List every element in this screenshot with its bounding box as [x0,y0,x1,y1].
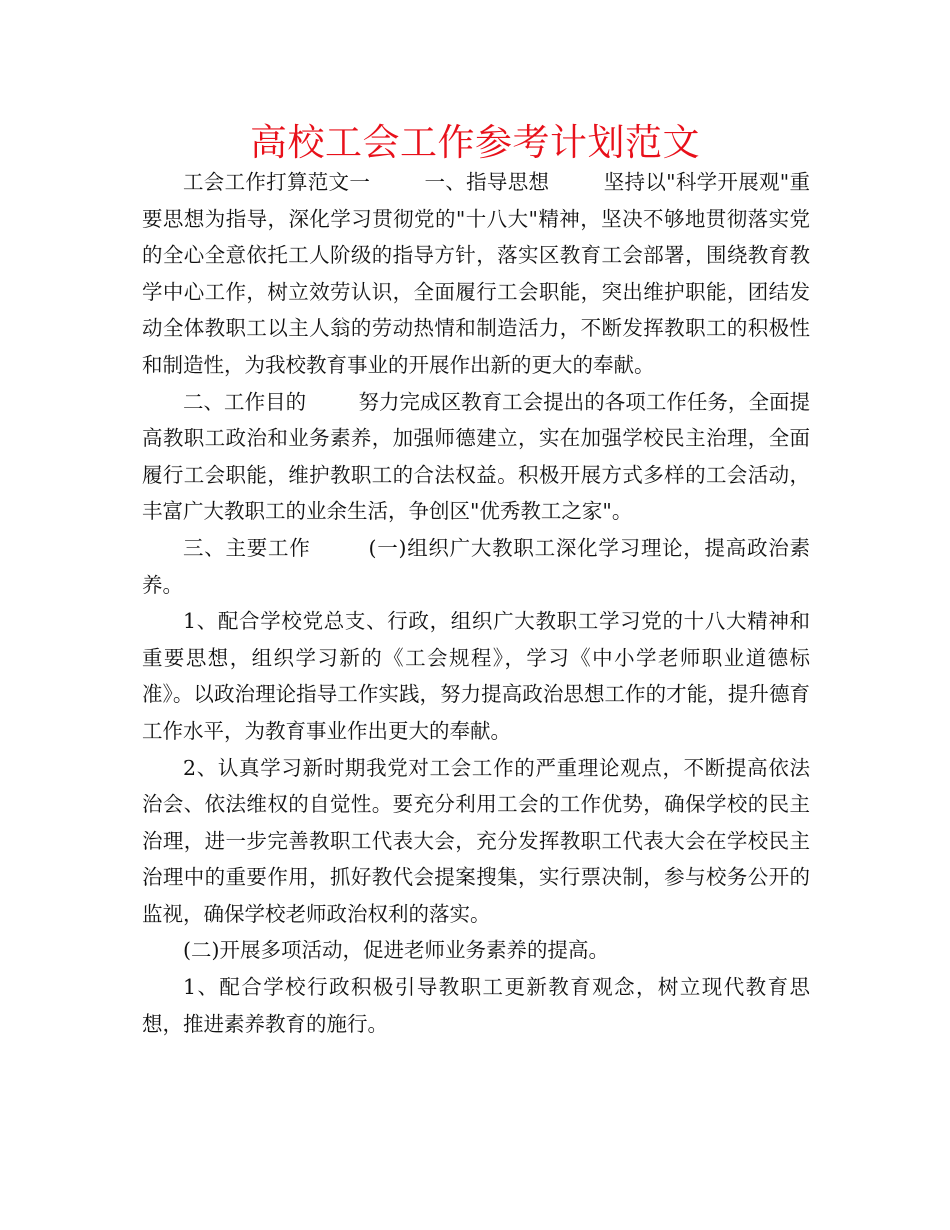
paragraph-item-1: 1、配合学校党总支、行政，组织广大教职工学习党的十八大精神和重要思想，组织学习新的《工会规程》，学习《中小学老师职业道德标准》。以政治理论指导工作实践，努力提高政治思想工作的才能，提升德育工作水平，为教育事业作出更大的奉献。 [142,609,810,743]
paragraph-item-2: 2、认真学习新时期我党对工会工作的严重理论观点，不断提高依法治会、依法维权的自觉性。要充分利用工会的工作优势，确保学校的民主治理，进一步完善教职工代表大会，充分发挥教职工代表大会在学校民主治理中的重要作用，抓好教代会提案搜集，实行票决制，参与校务公开的监视，确保学校老师政治权利的落实。 [142,755,810,926]
paragraph-work-goals: 二、工作目的 努力完成区教育工会提出的各项工作任务，全面提高教职工政治和业务素养，加强师德建立，实在加强学校民主治理，全面履行工会职能，维护教职工的合法权益。积极开展方式多样的工会活动，丰富广大教职工的业余生活，争创区"优秀教工之家"。 [142,389,810,524]
paragraph-main-work: 三、主要工作 (一)组织广大教职工深化学习理论，提高政治素养。 [142,535,810,597]
paragraph-section-2-item-1: 1、配合学校行政积极引导教职工更新教育观念，树立现代教育思想，推进素养教育的施行。 [142,975,810,1036]
document-title: 高校工会工作参考计划范文 [250,121,700,164]
document-body [142,164,810,1042]
paragraph-guiding-ideology: 工会工作打算范文一 一、指导思想 坚持以"科学开展观"重要思想为指导，深化学习贯彻党的"十八大"精神，坚决不够地贯彻落实党的全心全意依托工人阶级的指导方针，落实区教育工会部署，围绕教育教学中心工作，树立效劳认识，全面履行工会职能，突出维护职能，团结发动全体教职工以主人翁的劳动热情和制造活力，不断发挥教职工的积极性和制造性，为我校教育事业的开展作出新的更大的奉献。 [142,170,810,377]
paragraph-section-2: (二)开展多项活动，促进老师业务素养的提高。 [183,938,609,963]
